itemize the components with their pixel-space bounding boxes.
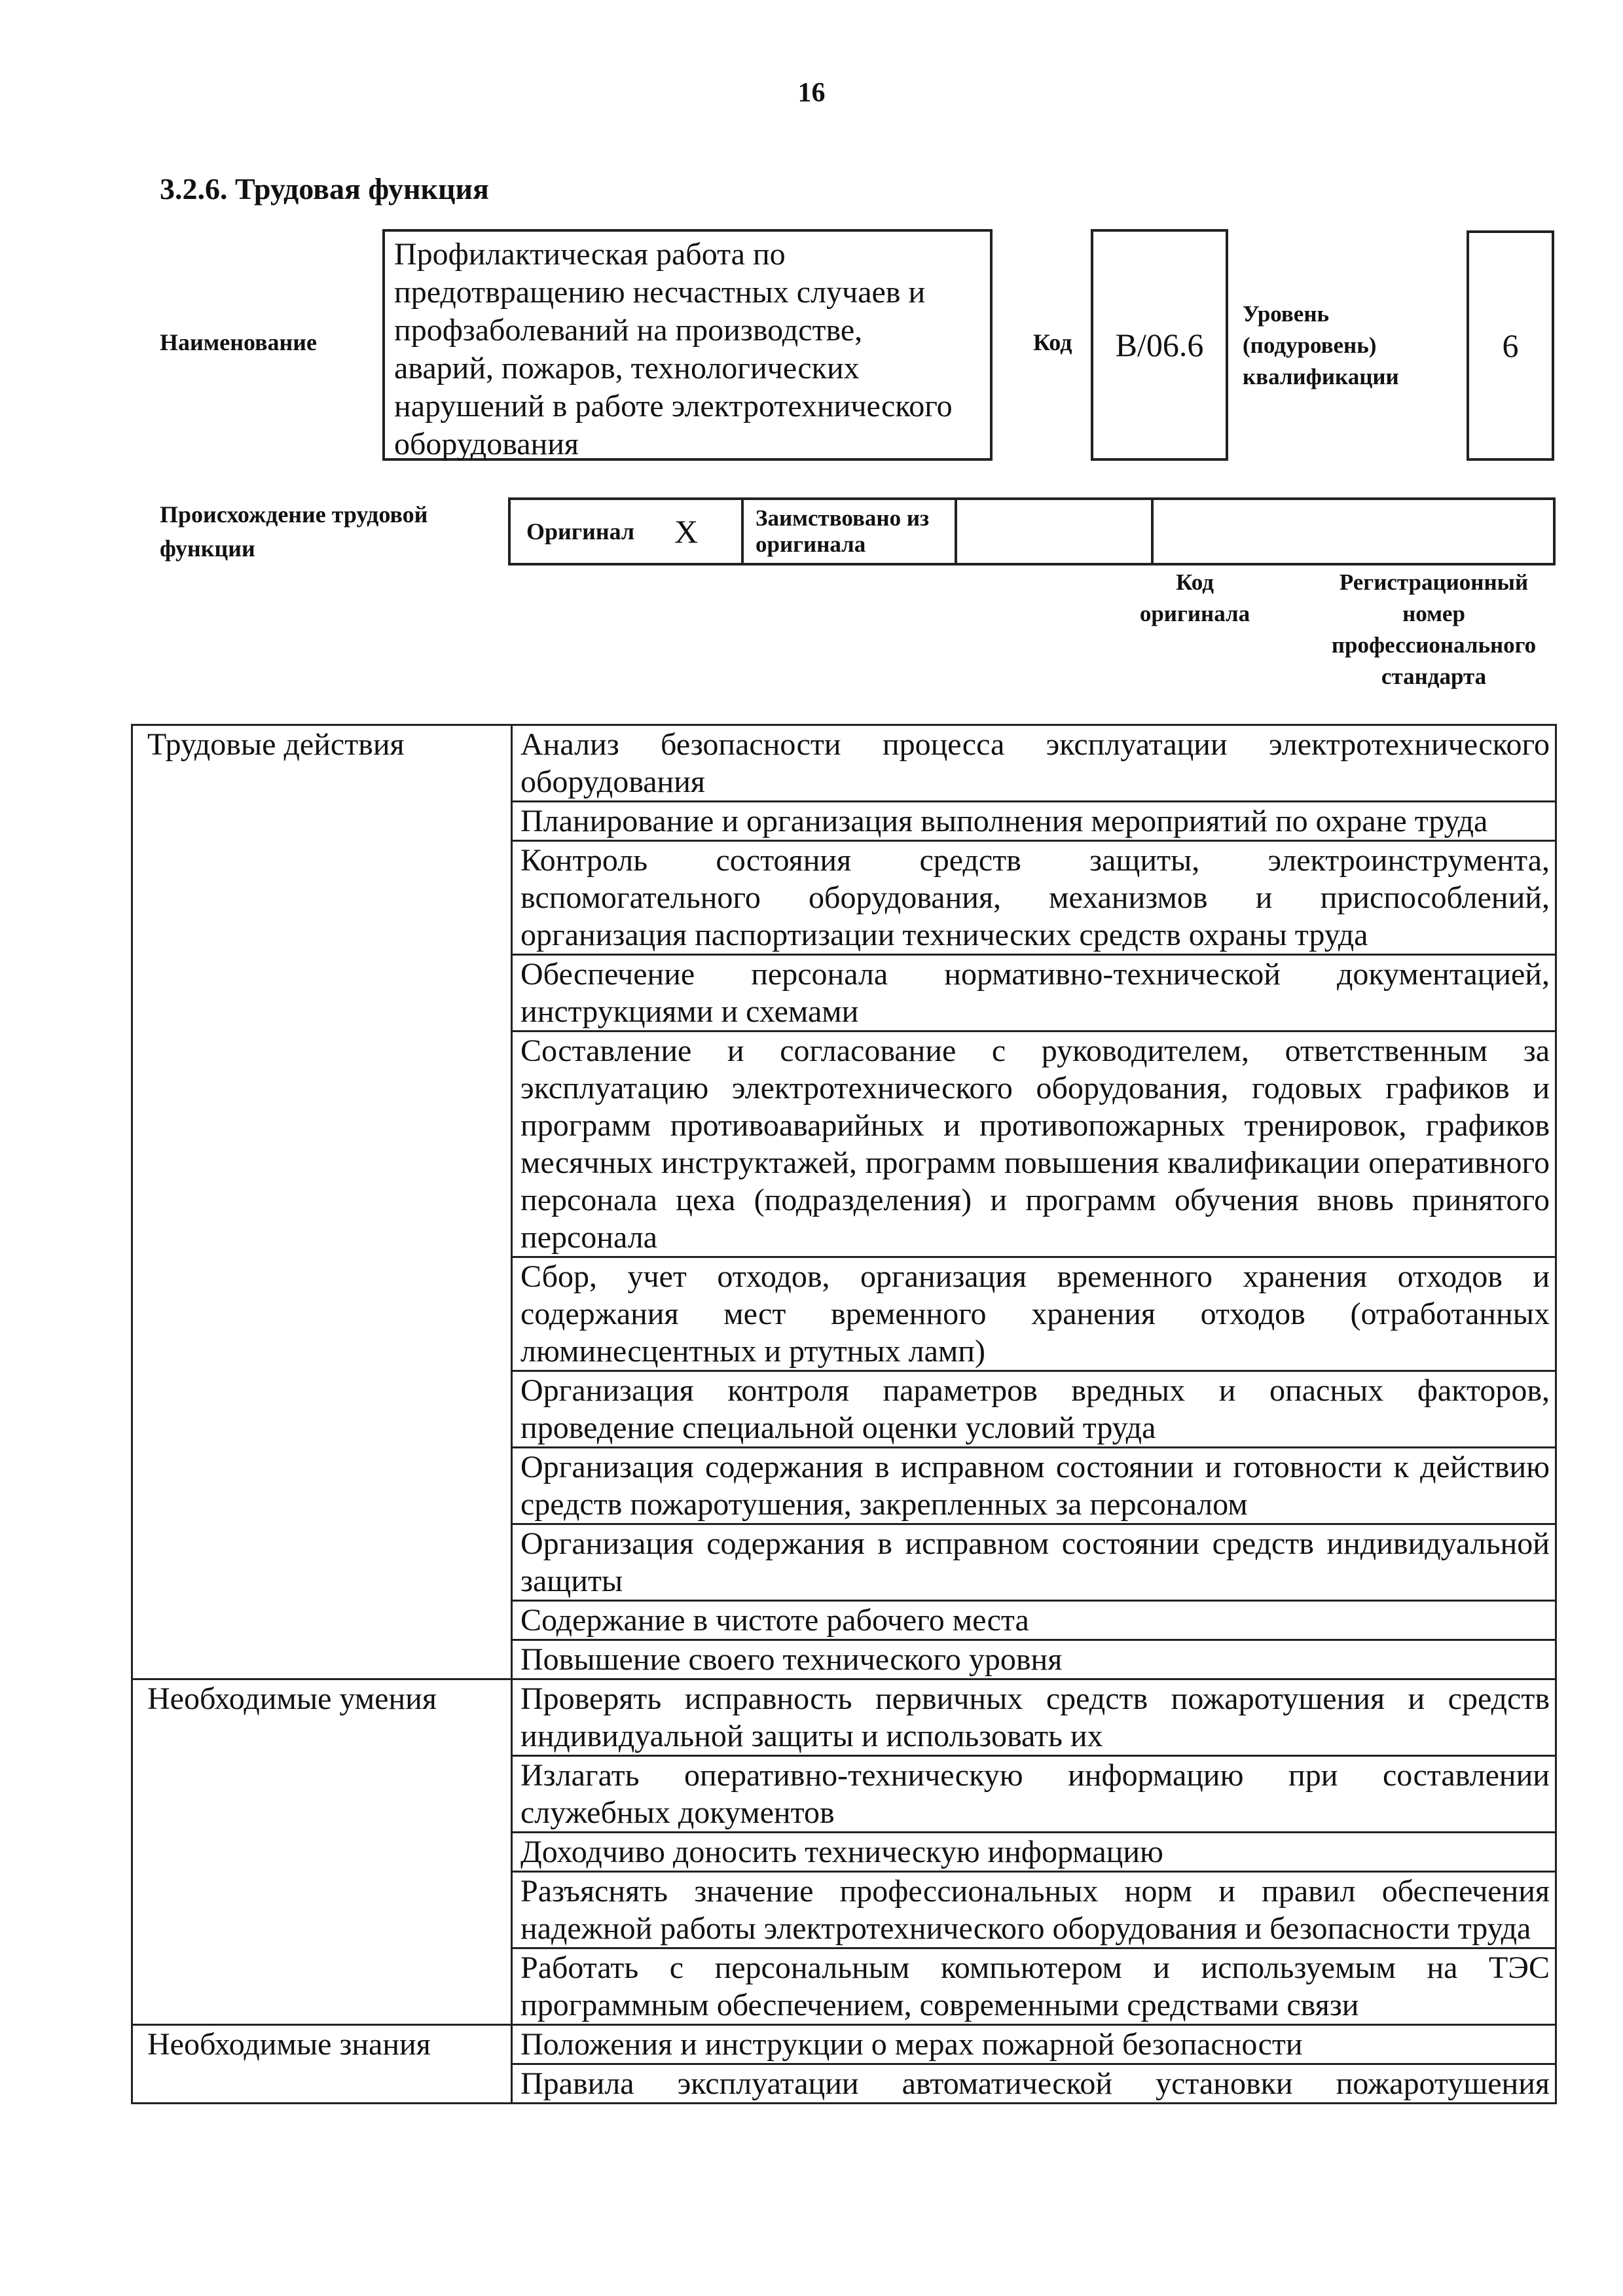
level-label-line: (подуровень) <box>1243 332 1377 358</box>
function-name-line: нарушений в работе электротехнического <box>394 389 953 423</box>
original-code-cell <box>955 500 1151 563</box>
list-item: Контроль состояния средств защиты, электроинструмента, вспомогательного оборудования, механизмов и приспособлений, организация паспортизации технических средств охраны труда <box>512 841 1556 955</box>
function-name-box <box>382 229 993 461</box>
list-item: Содержание в чистоте рабочего места <box>512 1601 1556 1640</box>
list-item: Организация содержания в исправном состоянии и готовности к действию средств пожаротушения, закрепленных за персоналом <box>512 1448 1556 1524</box>
qualification-level-label <box>1243 298 1399 393</box>
origin-label <box>160 497 487 565</box>
competency-table <box>131 724 1557 2104</box>
original-label: Оригинал <box>526 518 635 545</box>
caption-line: Регистрационный <box>1339 569 1529 595</box>
list-item: Положения и инструкции о мерах пожарной безопасности <box>512 2025 1556 2064</box>
origin-label-line: функции <box>160 535 255 562</box>
section-title-labor-actions: Трудовые действия <box>132 725 512 1679</box>
list-item: Обеспечение персонала нормативно-технической документацией, инструкциями и схемами <box>512 955 1556 1031</box>
code-value: B/06.6 <box>1115 327 1204 363</box>
function-name-line: предотвращению несчастных случаев и <box>394 275 926 310</box>
registration-number-caption <box>1303 567 1565 692</box>
name-label: Наименование <box>160 329 317 355</box>
caption-line: номер <box>1402 601 1465 626</box>
list-item: Планирование и организация выполнения мероприятий по охране труда <box>512 802 1556 841</box>
caption-line: стандарта <box>1381 664 1487 689</box>
registration-number-cell <box>1151 500 1553 563</box>
borrowed-label: Заимствовано из оригинала <box>756 505 930 557</box>
list-item: Составление и согласование с руководителем, ответственным за эксплуатацию электротехнического оборудования, годовых графиков и программ противоаварийных и противопожарных тренировок, графиков месячных инструктажей, программ повышения квалификации оперативного персонала цеха (подразделения) и программ обучения вновь принятого персонала <box>512 1031 1556 1257</box>
page-number: 16 <box>797 78 826 108</box>
qualification-level-value: 6 <box>1502 327 1519 364</box>
list-item: Доходчиво доносить техническую информацию <box>512 1833 1556 1872</box>
list-item: Сбор, учет отходов, организация временного хранения отходов и содержания мест временного хранения отходов (отработанных люминесцентных и ртутных ламп) <box>512 1257 1556 1371</box>
list-item: Излагать оперативно-техническую информацию при составлении служебных документов <box>512 1756 1556 1833</box>
section-title-knowledge: Необходимые знания <box>132 2025 512 2104</box>
original-mark: X <box>674 513 699 550</box>
caption-line: оригинала <box>1139 601 1250 626</box>
list-item: Проверять исправность первичных средств пожаротушения и средств индивидуальной защиты и использовать их <box>512 1679 1556 1756</box>
caption-line: профессионального <box>1331 632 1537 658</box>
table-row <box>132 1679 1556 1756</box>
section-title-skills: Необходимые умения <box>132 1679 512 2025</box>
code-label: Код <box>1033 329 1072 355</box>
list-item: Разъяснять значение профессиональных норм и правил обеспечения надежной работы электротехнического оборудования и безопасности труда <box>512 1872 1556 1948</box>
qualification-level-box <box>1467 230 1554 461</box>
origin-table <box>508 497 1556 565</box>
list-item: Правила эксплуатации автоматической установки пожаротушения <box>512 2064 1556 2104</box>
original-code-caption <box>1113 567 1277 630</box>
level-label-line: квалификации <box>1243 364 1399 389</box>
function-name-line: Профилактическая работа по <box>394 237 786 272</box>
level-label-line: Уровень <box>1243 301 1330 327</box>
table-row <box>132 725 1556 802</box>
list-item: Организация контроля параметров вредных и опасных факторов, проведение специальной оценки условий труда <box>512 1371 1556 1448</box>
list-item: Повышение своего технического уровня <box>512 1640 1556 1679</box>
function-name-line: аварий, пожаров, технологических <box>394 351 860 386</box>
borrowed-cell <box>741 500 955 563</box>
code-value-box <box>1091 229 1228 461</box>
caption-line: Код <box>1176 569 1214 595</box>
section-title: 3.2.6. Трудовая функция <box>160 172 489 206</box>
list-item: Организация содержания в исправном состоянии средств индивидуальной защиты <box>512 1524 1556 1601</box>
origin-label-line: Происхождение трудовой <box>160 501 428 528</box>
function-name-line: оборудования <box>394 427 579 461</box>
table-row <box>132 2025 1556 2064</box>
function-name-line: профзаболеваний на производстве, <box>394 313 863 348</box>
list-item: Анализ безопасности процесса эксплуатации электротехнического оборудования <box>512 725 1556 802</box>
list-item: Работать с персональным компьютером и используемым на ТЭС программным обеспечением, современными средствами связи <box>512 1948 1556 2025</box>
